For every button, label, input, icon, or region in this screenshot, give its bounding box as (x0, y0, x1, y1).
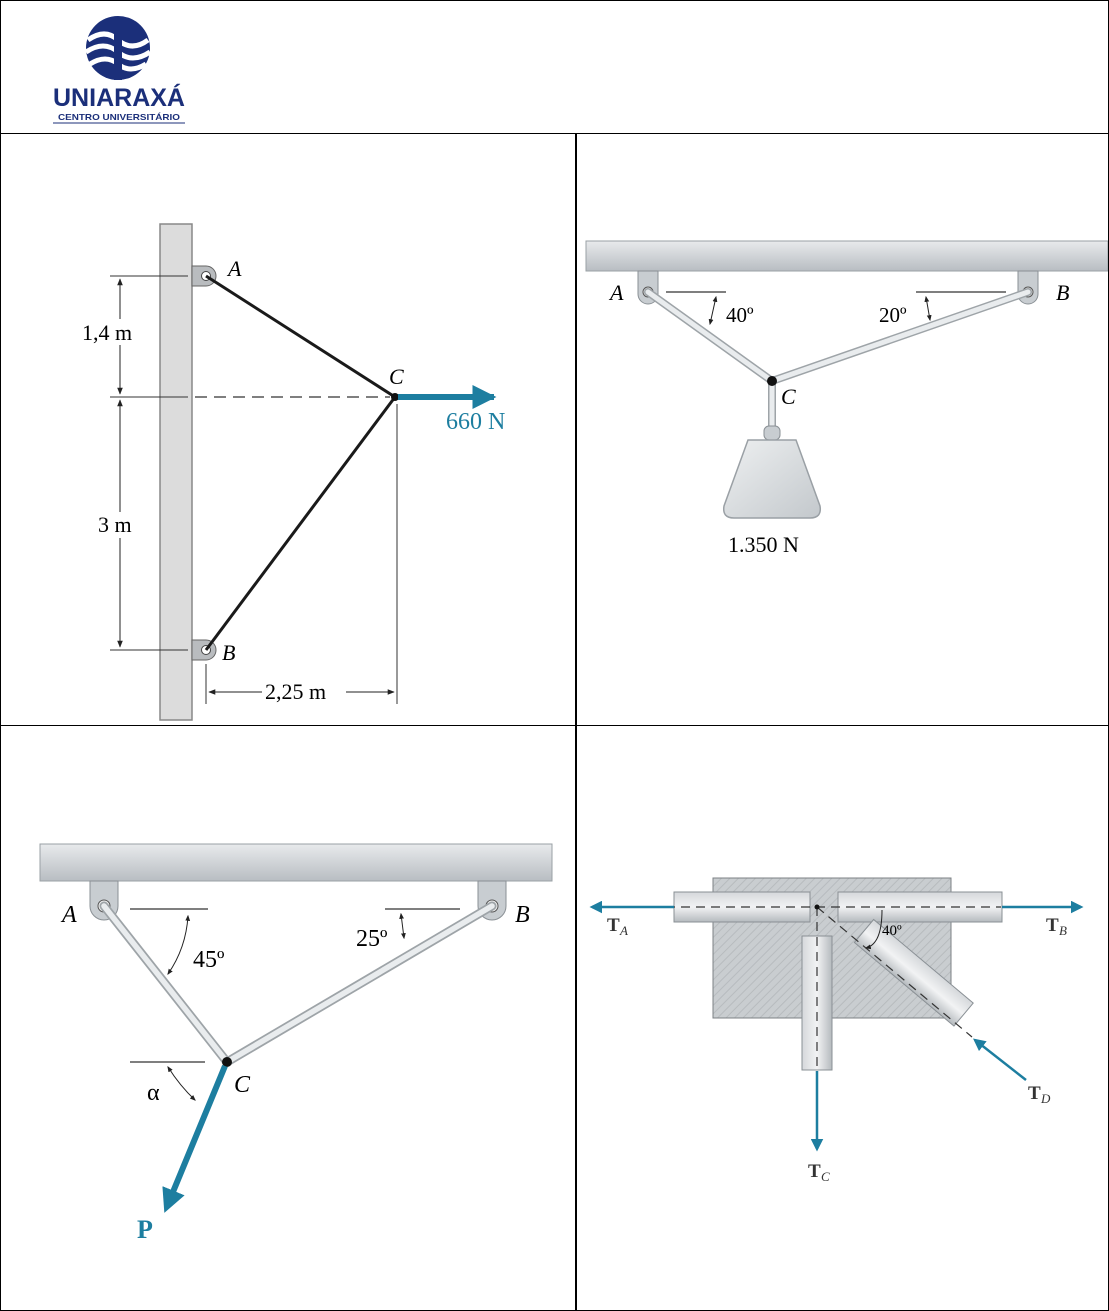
dim-bottom-label: 3 m (98, 512, 132, 537)
angle-b-label: 20º (879, 303, 907, 327)
panel-3-diagram (0, 726, 575, 1310)
logo-emblem (50, 10, 200, 128)
label-c: C (234, 1072, 251, 1098)
force-arrow-p (168, 1066, 225, 1204)
label-c: C (781, 384, 796, 409)
panel-4-diagram (576, 726, 1108, 1310)
wall-post (160, 224, 192, 720)
label-td (1028, 1083, 1051, 1106)
angle-a-label: 45º (193, 947, 225, 973)
joint-c (767, 376, 777, 386)
dim-horizontal-label: 2,25 m (265, 679, 327, 704)
force-arrow-td (975, 1040, 1026, 1080)
label-ta (607, 915, 628, 938)
label-b: B (222, 640, 236, 665)
cable-ac (206, 276, 395, 397)
support-b (1018, 271, 1038, 304)
svg-text:T: T (1046, 915, 1059, 936)
label-a: A (228, 256, 242, 281)
label-b: B (1056, 280, 1070, 305)
weight (724, 440, 821, 518)
label-a: A (62, 902, 77, 928)
weight-label: 1.350 N (728, 532, 799, 557)
force-p-label: P (137, 1215, 153, 1244)
joint-c (391, 393, 399, 401)
logo (50, 10, 200, 128)
ceiling-beam (40, 844, 552, 881)
support-a (192, 266, 216, 286)
force-label: 660 N (446, 409, 506, 435)
logo-name: UNIARAXÁ (53, 84, 185, 112)
svg-text:T: T (808, 1161, 821, 1182)
angle-b-label: 25º (356, 926, 388, 952)
svg-text:D: D (1041, 1091, 1051, 1106)
panel-1-diagram (0, 134, 575, 725)
label-a: A (610, 280, 624, 305)
svg-text:T: T (1028, 1083, 1041, 1104)
svg-text:B: B (1059, 923, 1067, 938)
panel-2-diagram (576, 134, 1108, 725)
angle-a-label: 40º (726, 303, 754, 327)
cable-bc (206, 397, 395, 650)
label-c: C (389, 364, 404, 389)
angle-p-label: α (147, 1080, 160, 1106)
ceiling-beam (586, 241, 1108, 271)
label-b: B (515, 902, 530, 928)
joint-origin (815, 905, 820, 910)
svg-text:C: C (821, 1169, 830, 1184)
label-tb (1046, 915, 1067, 938)
logo-subtitle: CENTRO UNIVERSITÁRIO (58, 112, 181, 122)
angle-label: 40º (882, 923, 902, 939)
svg-text:T: T (607, 915, 620, 936)
svg-text:A: A (620, 923, 628, 938)
dim-top-label: 1,4 m (82, 320, 133, 345)
label-tc (808, 1161, 830, 1184)
